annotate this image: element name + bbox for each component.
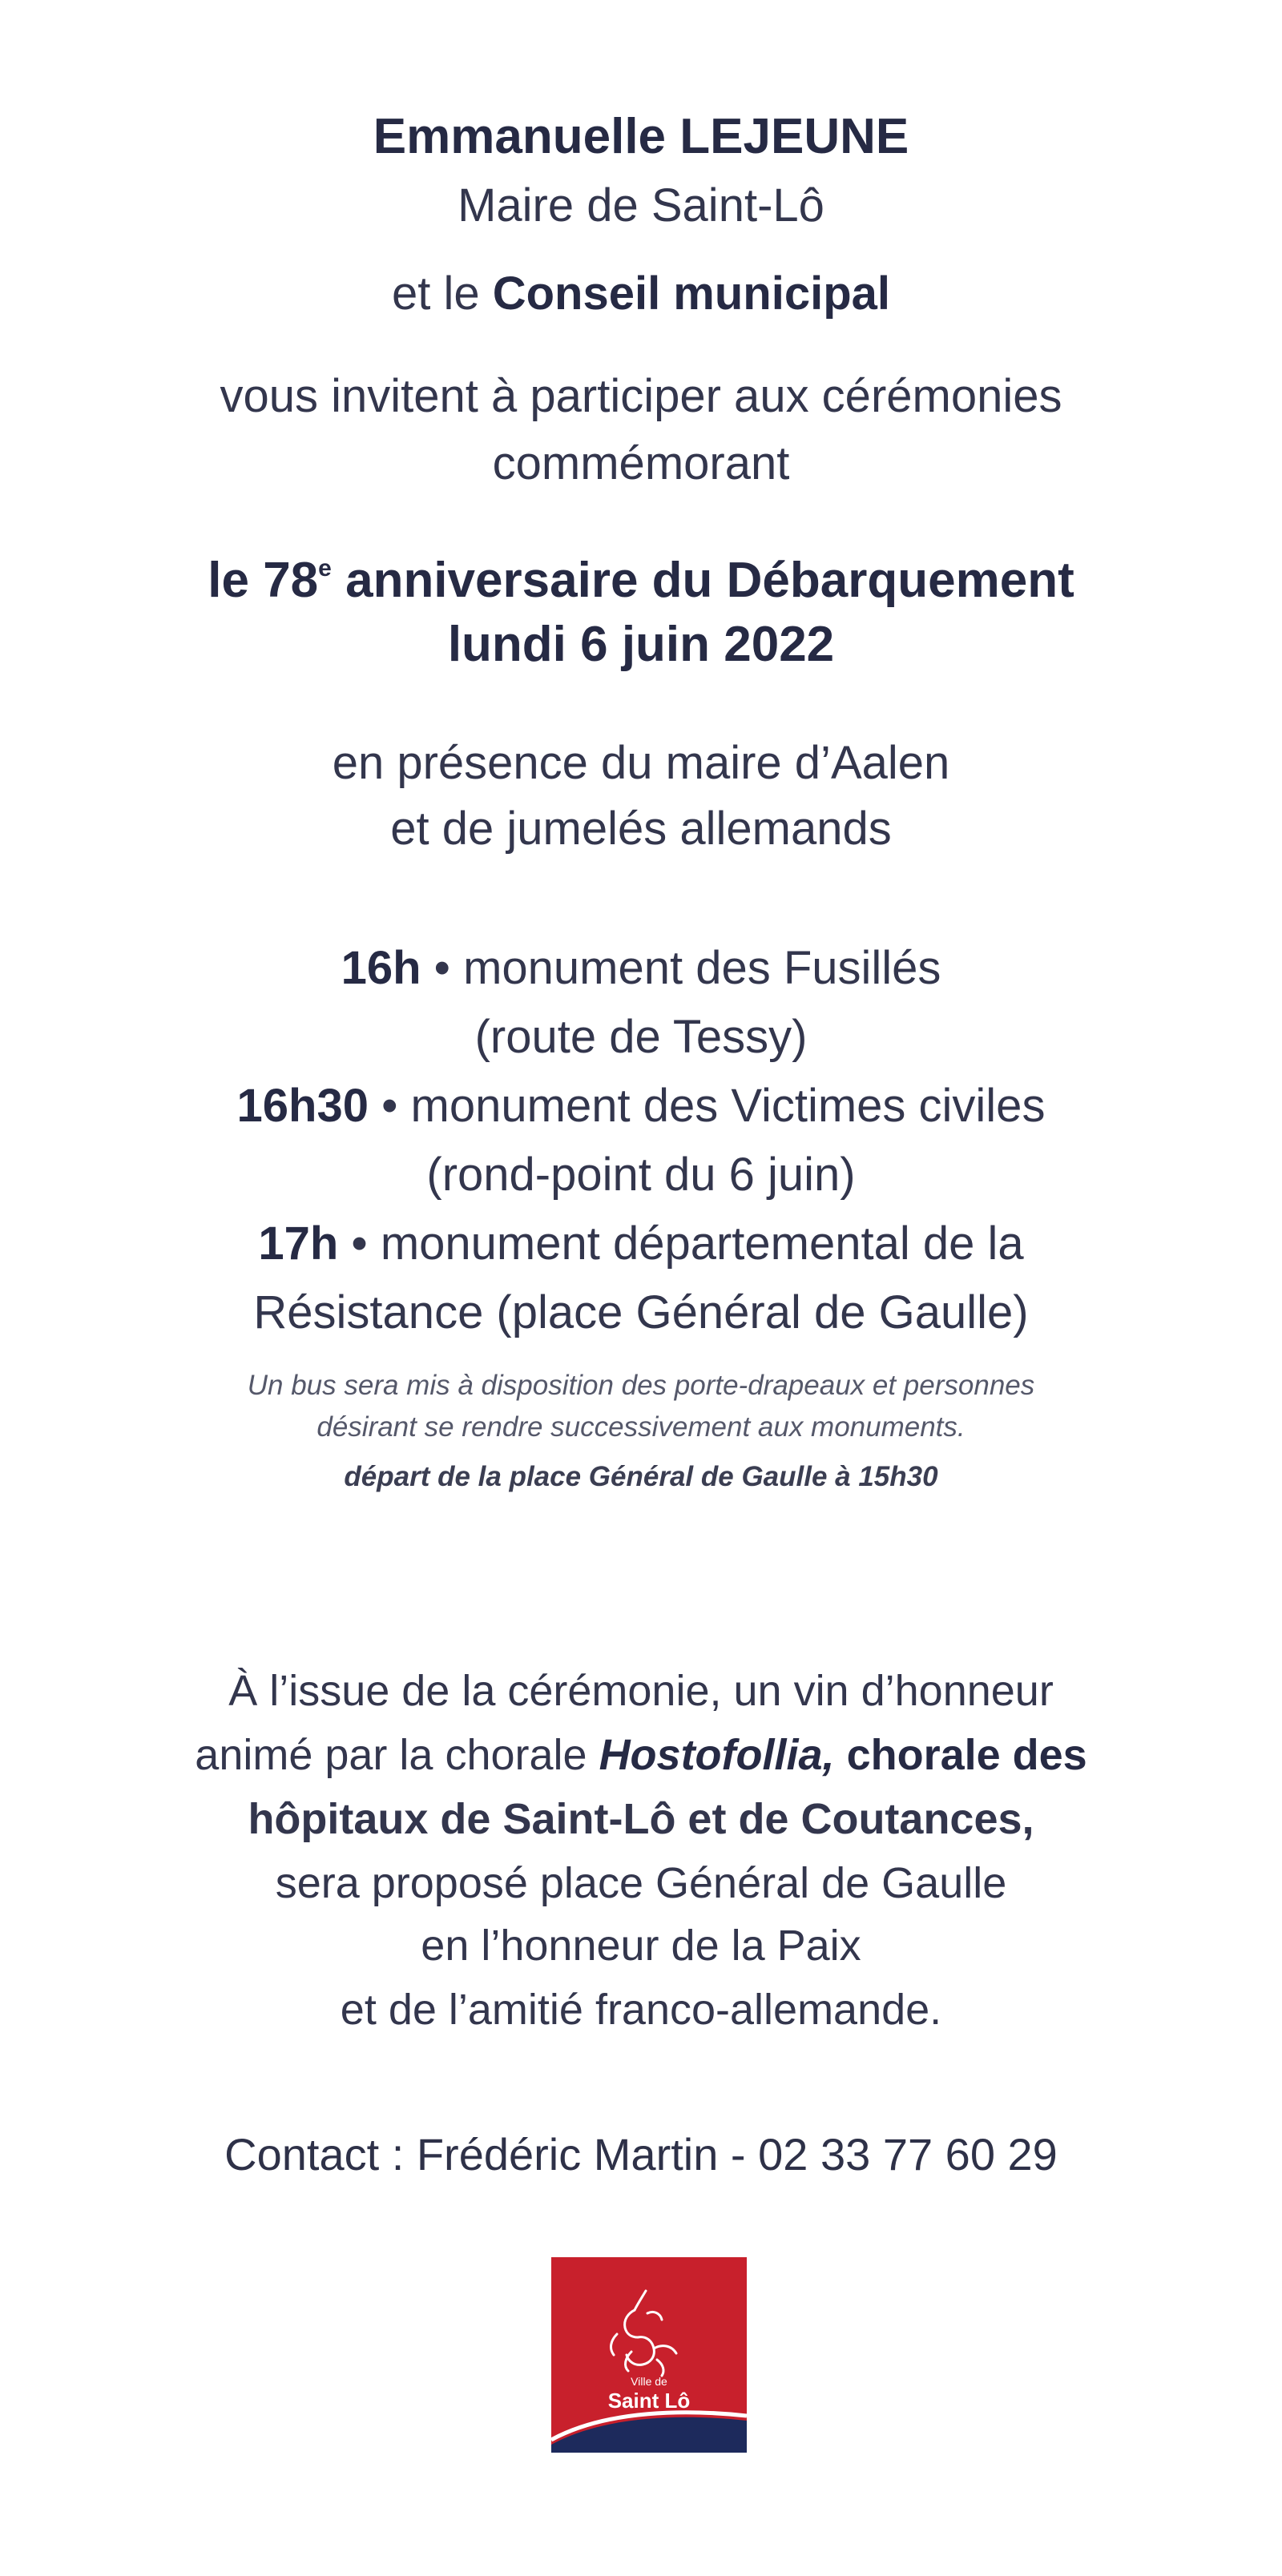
vin-honneur-line-2 [0,1733,1282,1777]
schedule-place: monument des Victimes civiles [410,1080,1046,1132]
vin-honneur-line-2-bold: chorale des [834,1731,1087,1779]
mayor-role: Maire de Saint-Lô [458,179,824,231]
council-name: Conseil municipal [492,268,891,320]
schedule-separator: • [421,942,464,994]
schedule-item [0,1080,1282,1132]
choir-name: Hostofollia, [599,1731,835,1779]
saint-lo-logo [551,2257,747,2453]
bus-departure: départ de la place Général de Gaulle à 15h30 [344,1461,938,1492]
schedule-item [0,1218,1282,1270]
schedule-time: 16h [341,942,421,994]
schedule-detail: (rond-point du 6 juin) [426,1149,856,1201]
schedule-separator: • [369,1080,411,1132]
vin-honneur-line-6: et de l’amitié franco-allemande. [340,1986,942,2034]
schedule-place: monument départemental de la [380,1218,1024,1270]
council-line [0,268,1282,320]
vin-honneur-line-5: en l’honneur de la Paix [421,1922,861,1970]
invitation-line-2: commémorant [492,437,790,489]
logo-small-text: Ville de [631,2375,667,2388]
vin-honneur-line-4: sera proposé place Général de Gaulle [275,1859,1007,1907]
event-title-sup: e [318,555,332,582]
vin-honneur-line-3: hôpitaux de Saint-Lô et de Coutances, [248,1795,1034,1843]
schedule-separator: • [338,1218,381,1270]
event-title-prefix: le 78 [208,553,319,608]
event-date: lundi 6 juin 2022 [447,617,835,672]
schedule-time: 16h30 [236,1080,369,1132]
invitation-line-1: vous invitent à participer aux cérémonies [220,370,1062,422]
bus-note-line-1: Un bus sera mis à disposition des porte-drapeaux et personnes [247,1370,1035,1401]
presence-line-1: en présence du maire d’Aalen [332,737,950,789]
event-title [0,553,1282,608]
event-title-suffix: anniversaire du Débarquement [331,553,1074,608]
mayor-name: Emmanuelle LEJEUNE [373,109,909,164]
schedule-item [0,942,1282,994]
unicorn-icon [551,2257,747,2453]
bus-note-line-2: désirant se rendre successivement aux monuments. [316,1411,966,1443]
vin-honneur-line-1: À l’issue de la cérémonie, un vin d’honneur [228,1667,1054,1715]
contact-line: Contact : Frédéric Martin - 02 33 77 60 29 [224,2129,1058,2180]
schedule-place: monument des Fusillés [463,942,941,994]
logo-name: Saint Lô [607,2389,691,2413]
schedule-detail: (route de Tessy) [474,1011,808,1063]
presence-line-2: et de jumelés allemands [390,803,892,855]
council-prefix: et le [391,268,493,320]
vin-honneur-line-2-prefix: animé par la chorale [195,1731,599,1779]
schedule-detail: Résistance (place Général de Gaulle) [253,1286,1029,1338]
schedule-time: 17h [258,1218,339,1270]
